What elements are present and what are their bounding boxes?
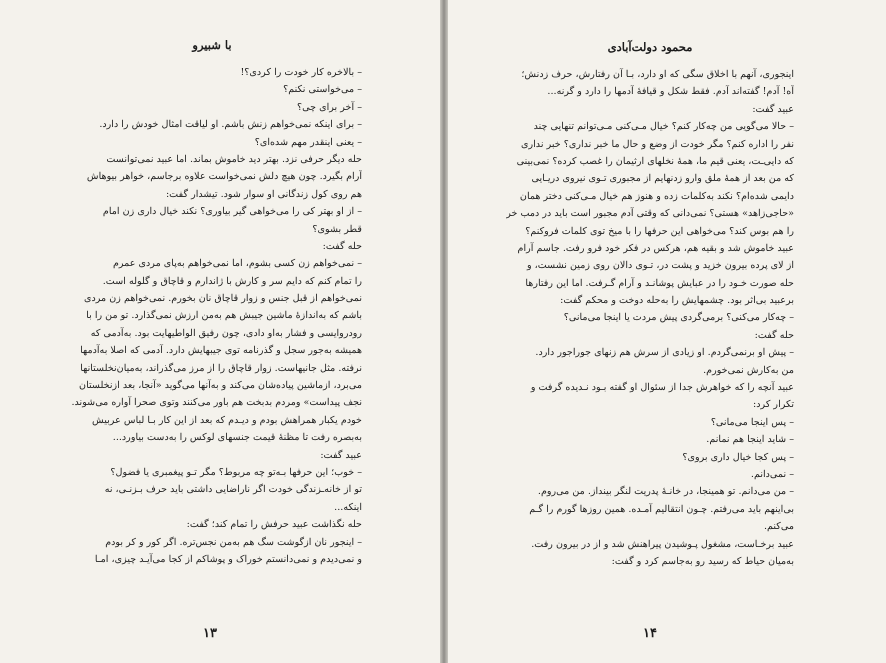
text-line: رودروایسی و فشار به‌او دادی، چون رفیق الواطیهایت بود. به‌آدمی که [90, 327, 362, 339]
text-line: نفر را اداره کنم؟ مگر خودت از وضع و حال ما خبر نداری؟ خبر نداری [521, 138, 794, 150]
page-number-left: ۱۳ [203, 626, 217, 641]
text-line: – شاید اینجا هم نمانم. [706, 434, 794, 446]
page-number-right: ۱۴ [643, 626, 657, 641]
text-line: – چه‌کار می‌کنی؟ برمی‌گردی پیش مردت یا اینجا می‌مانی؟ [563, 312, 794, 324]
text-line: برعبید بی‌اثر بود. چشمهایش را به‌حله دوخت و محکم گفت: [560, 295, 794, 307]
text-line: از لای پرده بیرون خزید و پشت در، تـوی دالان روی زمین نشست، و [526, 260, 794, 272]
text-line: حله گفت: [322, 240, 362, 252]
text-line: قطر بشوی؟ [312, 223, 362, 235]
right-page [448, 0, 886, 663]
text-line: اینکه... [334, 501, 362, 513]
text-line: – بالاخره کار خودت را کردی؟! [240, 67, 362, 78]
text-line: – از او بهتر کی را می‌خواهی گیر بیاوری؟ نکند خیال داری زن امام [102, 206, 362, 218]
text-line: – می‌خواستی نکنم؟ [283, 84, 362, 96]
text-line: حله گفت: [754, 329, 794, 341]
text-line: تکرار کرد: [753, 399, 794, 411]
text-line: – برای اینکه نمی‌خواهم زنش باشم. او لیاقت امثال خودش را دارد. [99, 119, 362, 131]
text-line: – نمی‌دانم. [750, 468, 794, 480]
running-head-right: محمود دولت‌آبادی [607, 40, 693, 54]
text-line: به‌بصره رفت تا مظنهٔ قیمت جنسهای لوکس را به‌دست بیاورد... [112, 432, 362, 444]
text-line: تو از خانه‌ـزندگی خودت اگر ناراضایی داشتی باید حرف بـزنـی، نه [104, 484, 362, 496]
text-line: می‌برد، ازماشین پیاده‌شان می‌کند و به‌آنها می‌گوید «آنجا، بعد ازنخلستان [79, 380, 362, 392]
text-line: می‌کنم. [763, 521, 794, 533]
text-line: من به‌کارش نمی‌خورم. [703, 364, 794, 376]
body-text-right [506, 66, 794, 570]
text-line: – حالا می‌گویی من چه‌کار کنم؟ خیال مـی‌کنی مـی‌توانم تنهایی چند [533, 121, 794, 133]
text-line: آه! آدم! گفته‌اند آدم. فقط شکل و قیافهٔ آدمها را دارد و گرنه... [547, 86, 794, 98]
text-line: اینجوری، آنهم با اخلاق سگی که او دارد، بـا آن رفتارش، حرف زدنش؛ [521, 69, 794, 80]
text-line: نرفته. مثل جانیهاست. زوار قاچاق را از مرز می‌گذراند، به‌میان‌نخلستانها [80, 362, 362, 374]
text-line: – پیش او برنمی‌گردم. او زیادی از سرش هم زنهای جوراجور دارد. [535, 347, 794, 359]
text-line: – اینجور نان ازگوشت سگ هم به‌من نجس‌تره. اگر کور و کر بودم [105, 536, 362, 548]
text-line: بی‌اینهم باید می‌رفتم. چـون انتقالیم آمـده. همین روزها گورم را گـم [529, 503, 794, 515]
text-line: – خوب؛ این حرفها بـه‌تو چه مربوط؟ مگر تـو پیغمبری یا فضول؟ [110, 466, 362, 478]
text-line: – نمی‌خواهم زن کسی بشوم، اما نمی‌خواهم به‌پای مردی عمرم [112, 258, 362, 270]
text-line: آرام بگیرد. چون هیچ دلش نمی‌خواست علاوه برجاسم، خواهر بیوهاش [86, 171, 362, 183]
text-line: که دایی‌ـت، یعنی قیم ما، همهٔ نخلهای ارثیمان را غصب کرده؟ نمی‌بینی [516, 155, 794, 167]
text-line: همیشه به‌جور سجل و گذرنامه توی جیبهایش دارد. آدمی که اصلا به‌آدمها [80, 345, 362, 357]
text-line: عبید گفت: [752, 103, 794, 115]
text-line: عبید خاموش شد و بقیه هم، هرکس در فکر خود فرو رفت. جاسم آرام [517, 242, 794, 254]
text-line: به‌میان حیاط که رسید رو به‌جاسم کرد و گفت: [611, 555, 794, 567]
text-line: – پس اینجا می‌مانی؟ [710, 416, 794, 428]
text-line: را تمام کنم که دایم سر و کارش با ژاندارم و قاچاق و گلوله است. [102, 275, 362, 287]
text-line: – من می‌دانم. تو همینجا، در خانـهٔ پدریت لنگر بینداز. من می‌روم. [537, 486, 794, 498]
text-line: عبید آنچه را که خواهرش جدا از سئوال او گفته بـود نـدیده گرفت و [530, 382, 794, 394]
text-line: «حاجی‌زاهد» هستی؟ نمی‌دانی که وقتی آدم مجبور است باید در دمب خر [506, 208, 794, 220]
text-line: حله صورت خـود را در عبایش پوشانـد و آرام گـرفت. اما این رفتارها [525, 277, 794, 289]
text-line: عبید برخـاست، مشغول پـوشیدن پیراهنش شد و از در بیرون رفت. [531, 538, 794, 550]
text-line: عبید گفت: [320, 449, 362, 461]
text-line: هم روی کول زندگانی او سوار شود. تیشدار گفت: [165, 188, 362, 200]
text-line: – یعنی اینقدر مهم شده‌ای؟ [254, 136, 362, 148]
book-gutter [440, 0, 448, 663]
text-line: که من بعد از همهٔ ملق وارو زدنهایم از مجبوری تـوی نیروی دریـایی [531, 173, 794, 185]
text-line: حله دیگر حرفی نزد. بهتر دید خاموش بماند. اما عبید نمی‌توانست [106, 153, 362, 165]
left-page [0, 0, 440, 663]
text-line: دایمی شده‌ام؟ نکند به‌کلمات زده و هنوز هم خیال مـی‌کنی دختر همان [519, 190, 794, 202]
text-line: و نمی‌دیدم و نمی‌دانستم خوراک و پوشاکم از کجا می‌آیـد چیزی، امـا [94, 553, 362, 565]
running-head-left: با شبیرو [192, 38, 232, 52]
text-line: – پس کجا خیال داری بروی؟ [682, 451, 794, 463]
text-line: باشم که به‌اندازهٔ ماشین جیبش هم به‌من ارزش نمی‌گذارد. تو من را با [86, 310, 362, 322]
text-line: نمی‌خواهم از قبل جنس و زوار قاچاق نان بخورم. نمی‌خواهم زن مردی [83, 293, 362, 305]
body-text-left [62, 64, 362, 568]
text-line: نجف پیداست» ومردم بدبخت هم باور می‌کنند وتوی صحرا آواره می‌شوند. [71, 397, 362, 409]
text-line: خودم یکبار همراهش بودم و دیـدم که بعد از این کار بـا لباس عربیش [92, 414, 362, 426]
text-line: را هم بوس کند؟ می‌خواهی این حرفها را با میخ توی کلمات فروکنم؟ [525, 225, 794, 237]
text-line: حله نگذاشت عبید حرفش را تمام کند؛ گفت: [186, 519, 362, 531]
text-line: – آخر برای چی؟ [297, 101, 362, 113]
